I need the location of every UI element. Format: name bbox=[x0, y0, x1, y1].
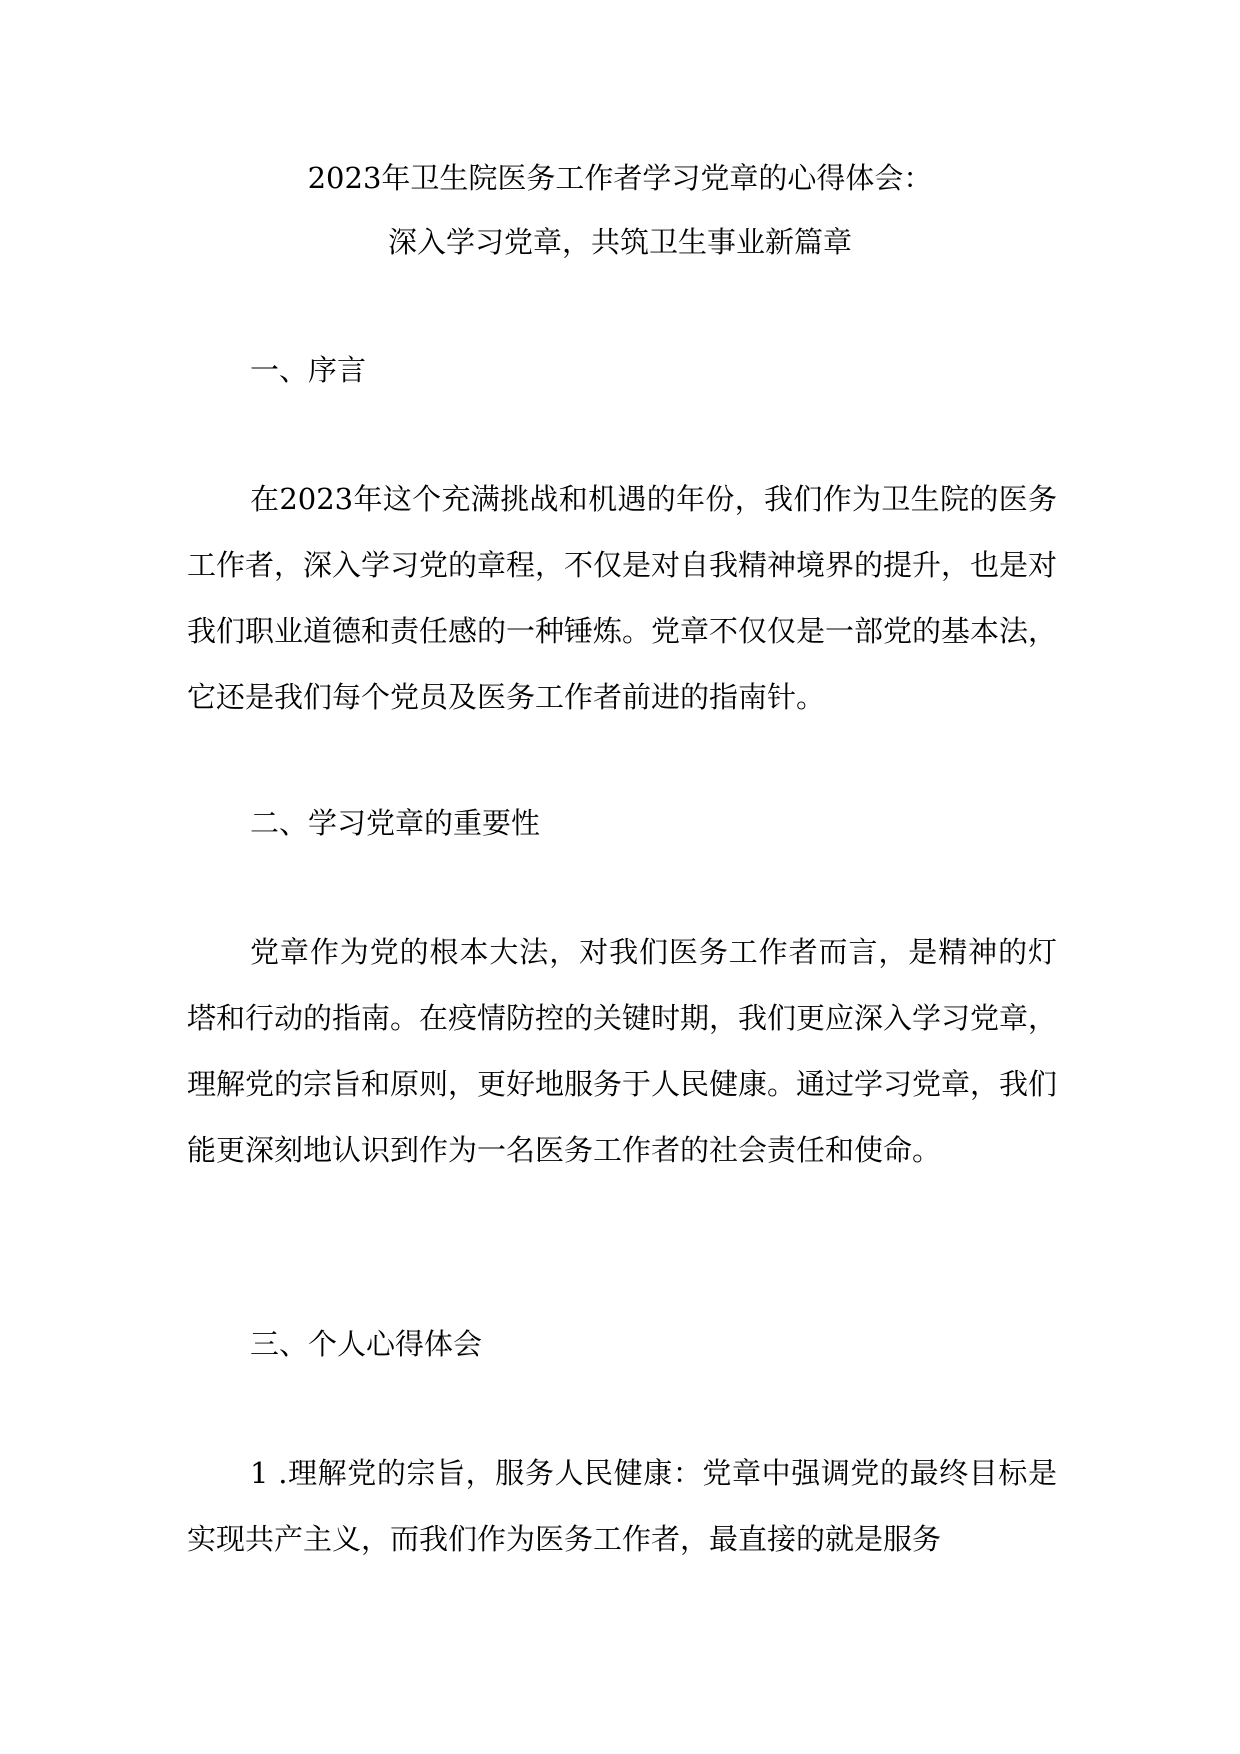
section-heading-personal-experience: 三、个人心得体会 bbox=[250, 1327, 483, 1361]
document-title: 2023年卫生院医务工作者学习党章的心得体会： bbox=[307, 161, 933, 195]
paragraph-importance: 党章作为党的根本大法，对我们医务工作者而言，是精神的灯塔和行动的指南。在疫情防控的关键时期，我们更应深入学习党章，理解党的宗旨和原则，更好地服务于人民健康。通过学习党章，我们能更深刻地认识到作为一名医务工作者的社会责任和使命。 bbox=[187, 935, 1058, 1167]
paragraph-preface: 在2023年这个充满挑战和机遇的年份，我们作为卫生院的医务工作者，深入学习党的章程，不仅是对自我精神境界的提升，也是对我们职业道德和责任感的一种锤炼。党章不仅仅是一部党的基本法，它还是我们每个党员及医务工作者前进的指南针。 bbox=[187, 482, 1058, 714]
section-heading-preface: 一、序言 bbox=[250, 353, 367, 387]
paragraph-personal-experience: 1 .理解党的宗旨，服务人民健康：党章中强调党的最终目标是实现共产主义，而我们作为医务工作者，最直接的就是服务 bbox=[187, 1456, 1057, 1556]
document-subtitle: 深入学习党章，共筑卫生事业新篇章 bbox=[387, 225, 852, 259]
section-heading-importance: 二、学习党章的重要性 bbox=[250, 806, 541, 840]
